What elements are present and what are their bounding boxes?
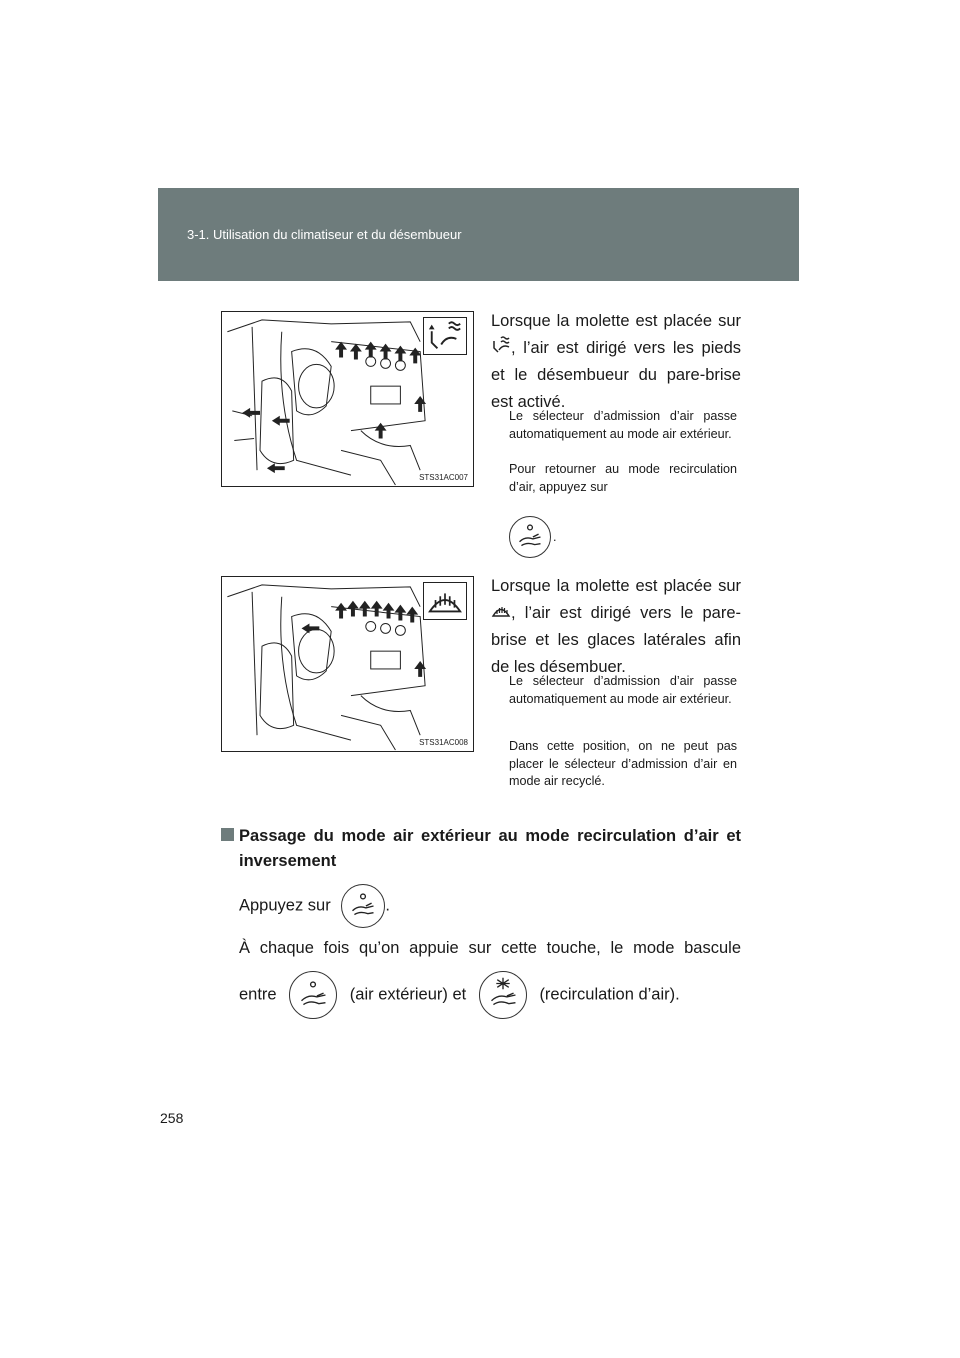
mode2-note-auto: Le sélecteur d’admission d’air passe automatiquement au mode air extérieur. <box>509 674 737 706</box>
mode1-note-period: . <box>553 530 557 544</box>
switch-section-title: Passage du mode air extérieur au mode recirculation d’air et inversement <box>239 827 741 870</box>
section-title: 3-1. Utilisation du climatiseur et du désembueur <box>187 227 462 242</box>
mode2-note-restriction: Dans cette position, on ne peut pas placer le sélecteur d’admission d’air en mode air recyclé. <box>509 739 737 788</box>
toggle-modes <box>239 971 680 1019</box>
windshield-defroster-mode-icon <box>423 582 467 620</box>
figure-code: STS31AC008 <box>419 738 468 747</box>
outside-air-button-icon <box>509 516 551 558</box>
mode1-lead-end: , l’air est dirigé vers les pieds et le désembueur du pare-brise est activé. <box>491 339 741 412</box>
between-text: entre <box>239 985 277 1004</box>
air-intake-button-icon <box>341 884 385 928</box>
figure-foot-defroster <box>221 311 474 487</box>
windshield-defroster-glyph-icon <box>491 600 511 627</box>
mode1-description <box>491 308 741 416</box>
mode1-lead-start: Lorsque la molette est placée sur <box>491 312 741 330</box>
recirculation-label: (recirculation d’air). <box>539 985 680 1004</box>
press-text: Appuyez sur <box>239 896 331 915</box>
outside-air-mode-icon <box>289 971 337 1019</box>
mode1-note-auto: Le sélecteur d’admission d’air passe automatiquement au mode air extérieur. <box>509 409 737 441</box>
section-header <box>158 188 799 281</box>
recirculation-mode-icon <box>479 971 527 1019</box>
mode2-lead-start: Lorsque la molette est placée sur <box>491 577 741 595</box>
toggle-description: À chaque fois qu’on appuie sur cette touche, le mode bascule <box>239 939 741 957</box>
mode1-note-recirc-text: Pour retourner au mode recirculation d’air, appuyez sur <box>509 462 737 494</box>
mode1-recirc-button-row <box>509 516 557 558</box>
figure-code: STS31AC007 <box>419 473 468 482</box>
page-number: 258 <box>160 1110 184 1126</box>
mode1-note-recirc <box>509 461 737 496</box>
foot-defroster-glyph-icon <box>491 335 511 362</box>
press-period: . <box>385 896 390 915</box>
mode2-lead-end: , l’air est dirigé vers le pare-brise et les glaces latérales afin de les désembuer. <box>491 604 741 677</box>
figure-windshield-defroster <box>221 576 474 752</box>
foot-defroster-mode-icon <box>423 317 467 355</box>
outside-air-label: (air extérieur) et <box>349 985 467 1004</box>
mode2-description <box>491 573 741 681</box>
press-instruction <box>239 884 390 928</box>
